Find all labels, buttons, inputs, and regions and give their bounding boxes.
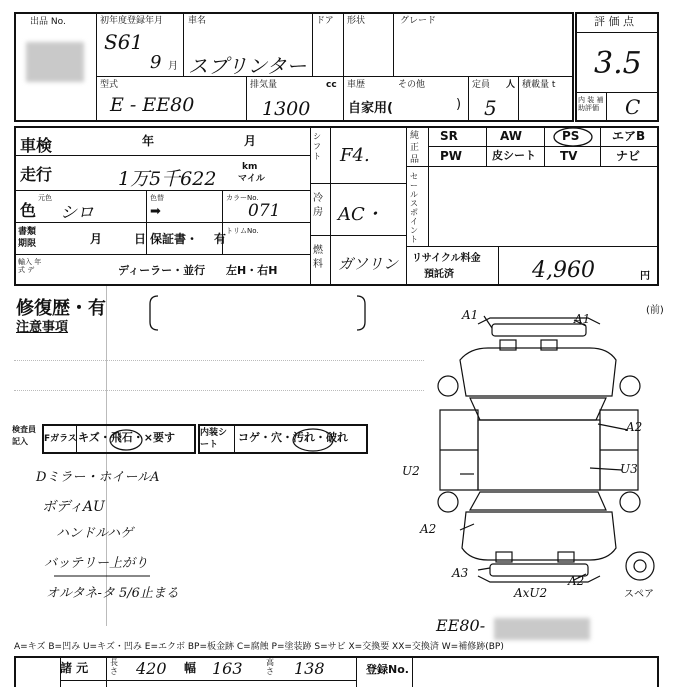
equip-aw: AW (500, 129, 522, 143)
docs-label: 書類 期限 (18, 227, 37, 249)
redacted-chassis-number (494, 618, 590, 640)
repair-title: 修復歴・有 (16, 298, 106, 319)
fuel-value: ガソリン (338, 255, 399, 273)
mark-rear-a2: A2 (568, 574, 585, 588)
mileage-value: 1万5千622 (118, 168, 217, 190)
specs-label: 諸 元 (60, 661, 89, 675)
shift-label: シフト (313, 132, 321, 161)
model-label: 型式 (100, 80, 119, 90)
ac-value: AC・ (338, 204, 383, 225)
shift-value: F4. (340, 145, 370, 166)
load-label: 積載量 t (522, 80, 556, 90)
color-change-label: 色替 (150, 194, 164, 202)
color-change-arrow: ➡ (150, 204, 161, 219)
shaken-month-label: 月 (244, 134, 257, 148)
fold-line (106, 286, 107, 626)
width-value: 163 (212, 659, 243, 678)
interior-options: コゲ・穴・汚れ・破れ (238, 431, 348, 444)
equip-tv: TV (560, 149, 578, 163)
steer-label: 左H・右H (226, 264, 278, 277)
inspector-label: 検査員記入 (12, 425, 36, 446)
other-label: その他 (398, 80, 426, 90)
doc-day: 日 (134, 232, 147, 246)
lot-label: 出品 No. (30, 17, 66, 27)
recycle-value: 4,960 (532, 258, 595, 283)
width-label: 幅 (184, 661, 197, 675)
equip-airbag: エアB (612, 129, 646, 143)
import-label: 輸入 年式 デ (18, 258, 42, 274)
mark-left-u2: U2 (402, 464, 420, 478)
first-reg-unit: 月 (168, 61, 178, 72)
shape-label: 形状 (347, 16, 366, 26)
length-value: 420 (136, 659, 167, 678)
capacity-label: 定員 (472, 80, 491, 90)
equip-leather: 皮シート (492, 149, 536, 162)
displacement-value: 1300 (262, 98, 311, 120)
repair-sub: 注意事項 (16, 320, 69, 335)
recycle-unit: 円 (640, 271, 650, 282)
front-label: (前) (646, 305, 664, 316)
interior-label: 内 装 補助評価 (578, 96, 604, 112)
equip-sr: SR (440, 129, 458, 143)
car-diagram (0, 0, 1, 1)
color-label: 色 (20, 201, 37, 220)
note-1: Dミラー・ホイールA (36, 470, 160, 485)
shaken-label: 車検 (20, 136, 53, 155)
grade-label: グレード (400, 16, 437, 26)
length-label: 長さ (110, 658, 118, 676)
trim-label: トリムNo. (226, 227, 259, 235)
car-name-value: スプリンター (188, 54, 307, 78)
fuel-label: 燃料 (313, 245, 323, 270)
equip-navi: ナビ (616, 149, 641, 163)
equip-ps: PS (562, 129, 580, 143)
cc-label: cc (326, 80, 337, 90)
reg-no-label: 登録No. (366, 663, 409, 676)
spare-label: スペア (624, 589, 654, 600)
mileage-label: 走行 (20, 165, 53, 184)
note-2: ボディAU (42, 499, 105, 515)
history-close: ) (456, 97, 462, 112)
displacement-label: 排気量 (250, 80, 278, 90)
color-value: シロ (60, 203, 94, 223)
shaken-year-label: 年 (142, 134, 155, 148)
recycle-sub-label: 預託済 (424, 269, 454, 280)
sales-point-label: セールスポイント (410, 172, 418, 244)
warranty-label: 保証書・ (150, 232, 199, 246)
dealer-label: ディーラー・並行 (118, 264, 206, 277)
glass-label: Fガラス (44, 434, 77, 444)
color-code-label: カラーNo. (226, 194, 259, 202)
orig-color-label: 元色 (38, 194, 52, 202)
mark-front-left: A1 (462, 308, 479, 322)
score-value: 3.5 (594, 46, 642, 81)
mile-label: マイル (238, 174, 265, 184)
color-code-value: 071 (248, 201, 281, 221)
history-value: 自家用( (348, 101, 393, 116)
height-value: 138 (294, 659, 325, 678)
capacity-value: 5 (484, 96, 497, 120)
redacted-lot-number (26, 42, 84, 82)
interior-seat-label: 内装シート (200, 428, 228, 450)
mark-front-right: A1 (574, 312, 591, 326)
warranty-value: 有 (214, 232, 227, 246)
car-name-label: 車名 (188, 16, 207, 26)
model-value: E - EE80 (110, 94, 195, 116)
mark-right-u3: U3 (620, 462, 638, 476)
mark-rear-axu2: AxU2 (514, 586, 548, 600)
model-note: EE80- (436, 616, 486, 635)
mark-left-a2: A2 (420, 522, 437, 536)
equipment-label: 純正品 (410, 131, 420, 165)
door-label: ドア (316, 16, 334, 26)
note-4: バッテリー上がり (44, 556, 149, 571)
score-label: 評 価 点 (594, 15, 634, 28)
capacity-unit: 人 (506, 80, 516, 90)
equip-pw: PW (440, 149, 463, 163)
ac-label: 冷房 (313, 193, 323, 218)
km-label: km (242, 162, 258, 172)
glass-options: キズ・飛石・×要す (78, 431, 175, 444)
history-label: 車歴 (347, 80, 366, 90)
doc-month: 月 (90, 232, 103, 246)
mark-rear-a3: A3 (452, 566, 469, 580)
mark-right-a2: A2 (626, 420, 643, 434)
height-label: 高さ (266, 658, 274, 676)
first-reg-label: 初年度登録年月 (100, 16, 164, 26)
recycle-label: リサイクル料金 (412, 253, 481, 264)
first-reg-month: 9 (150, 52, 162, 73)
interior-value: C (625, 95, 641, 119)
note-5: オルタネ-タ 5/6止まる (46, 586, 179, 601)
first-reg-value: S61 (104, 30, 144, 54)
damage-legend: A=キズ B=凹み U=キズ・凹み E=エクボ BP=板金跡 C=腐蝕 P=塗装跡 S=サビ X=交換要 XX=交換済 W=補修跡(BP) (14, 642, 504, 652)
note-3: ハンドルハゲ (56, 526, 134, 541)
